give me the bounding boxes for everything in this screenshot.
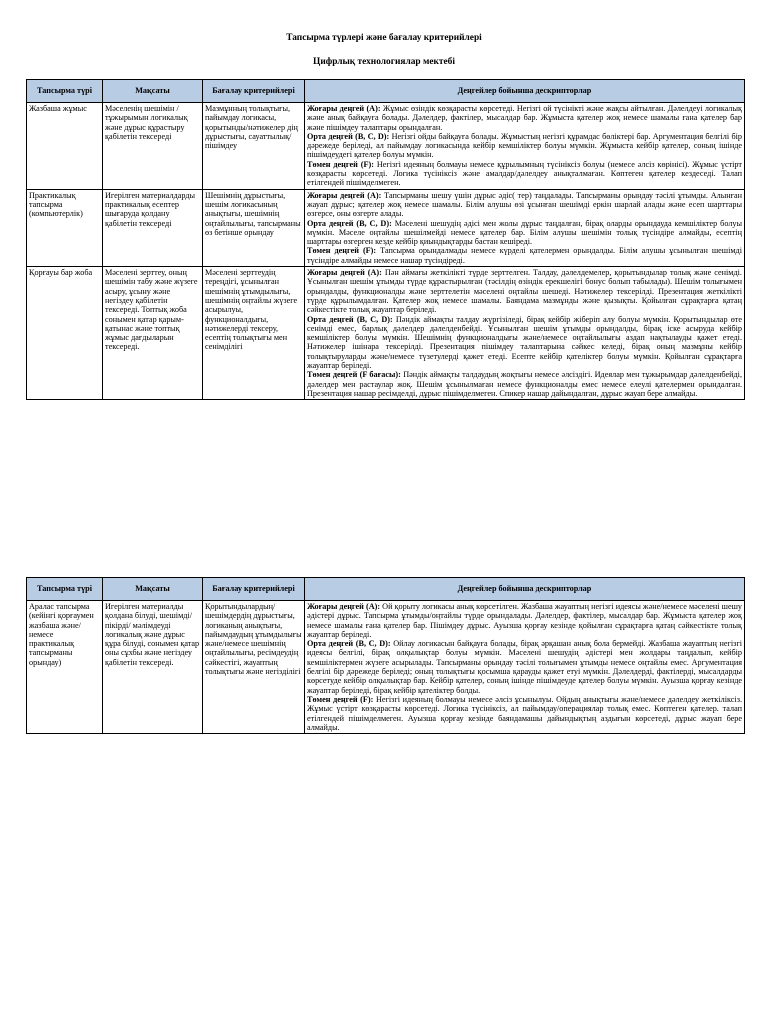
cell-type: Аралас тапсырма (кейінгі қорғаумен жазбаша және/немесе практикалық тапсырманы орындау) (27, 601, 103, 734)
table-row (27, 189, 745, 266)
level-high-text: Ой қорыту логикасы анық көрсетілген. Жазбаша жауаптың негізгі идеясы және/немесе мәселені шешу әдістері дұрыс. Тапсырма ұтымды/оңтайлы түрде орындалады. Дәлелдер, фактілер, мысалдар бар. Жұмыста қателер жоқ немесе шамалы ғана қателер бар. Пішімдеу дұрыс. Ауызша қорғау кезінде қойылған сұрақтарға қатаң сәйкестікте толық жауаптар беріледі. (307, 602, 742, 639)
criteria-table-2 (26, 577, 745, 734)
level-high-text: Жұмыс өзіндік көзқарасты көрсетеді. Негізгі ой түсінікті және жақсы айтылған. Дәлелдеуі логикалық және анық байқауға болады. Дәлелдер, фактілер, мысалдар бар. Жұмыста қателер жоқ немесе шамалы ғана қателер бар және пішімдеу талаптары орындалған. (307, 104, 742, 132)
cell-descriptors (305, 189, 745, 266)
level-mid-text: Мәселені шешудің әдісі мен жолы дұрыс таңдалған, бірақ оларды орындауда кемшіліктер болуы мүмкін. Мәселе оңтайлы шешілмейді немесе қателер бар. Білім алушы шешімін толық түсіндіре алмайды, есептің шарттары өзгерген кезде кейбір қиындықтарды бастан кешіреді. (307, 218, 743, 247)
table-header-row (27, 578, 745, 601)
level-high-label: Жоғары деңгей (А): (307, 190, 382, 200)
level-mid-label: Орта деңгей (B, C, D): (307, 218, 392, 228)
level-low-label: Төмен деңгей (F): (307, 694, 374, 704)
cell-type: Жазбаша жұмыс (27, 103, 103, 190)
header-criteria: Бағалау критерийлері (203, 80, 305, 103)
level-mid-text: Негізгі ойды байқауға болады. Жұмыстың негізгі құрамдас бөліктері бар. Аргументация белгілі бір дәрежеде беріледі, ал пайымдау логикасында кейбір кемшіліктер болуы мүмкін. Жұмыста кейбір қателер, соның ішінде пішімдеудегі қателер болуы мүмкін. (307, 131, 742, 160)
level-high-label: Жоғары деңгей (А): (307, 104, 381, 113)
level-high-text: Тапсырманы шешу үшін дұрыс әдіс( тер) таңдалады. Тапсырманы орындау тәсілі ұтымды. Алынған жауап дұрыс; қателер жоқ немесе шамалы. Білім алушы өзі ұсынған шешімді еркін шарлай алады және есеп шарттары өзгерсе, оны өзгерте алады. (307, 190, 742, 219)
school-name: Цифрлық технологиялар мектебі (313, 57, 455, 67)
header-type: Тапсырма түрі (27, 578, 103, 601)
table-header-row (27, 80, 745, 103)
header-descriptors: Деңгейлер бойынша дескрипторлар (305, 578, 745, 601)
level-low-label: Төмен деңгей (F бағасы): (307, 370, 401, 380)
header-type: Тапсырма түрі (27, 80, 103, 103)
document-title: Тапсырма түрлері және бағалау критерийлері (286, 33, 482, 43)
cell-criteria: Мазмұнның толықтығы, пайымдау логикасы, қорытынды/нәтижелер дің дұрыстығы, сауаттылық/ пішімдеу (203, 103, 305, 190)
level-low-text: Негізгі идеяның болмауы немесе құрылымның түсініксіз болуы (немесе әлсіз көрінісі). Жұмыс үстірт көзқарасты көрсетеді. Логика түсініксіз және амалдар/дәлелдеу анықталмаған. Көптеген қателер кездеседі. Талап етілгендей пішімделмеген. (307, 159, 742, 188)
cell-criteria: Мәселені зерттеудің тереңдігі, ұсынылған шешімнің ұтымдылығы, шешімнің оңтайлы жүзеге асырылуы, функционалдығы, нәтижелерді тексеру, есептің толықтығы мен сенімділігі (203, 267, 305, 400)
header-criteria: Бағалау критерийлері (203, 578, 305, 601)
level-mid-text: Пәндік аймақты талдау жүргізіледі, бірақ кейбір жіберіп алу болуы мүмкін. Қорытындылар өте сенімді емес, барлық дәлелдер дәлелденбейді. Ұсынылған шешім ұтымды орындалды, бірақ іске асыруда кейбір кемшіліктер болуы мүмкін. Шешімнің функционалдығы және/немесе оңтайлылығы аздап нақтылауды қажет етеді. Нәтижелер ішінара тексерілді. Презентация пішімдеу талаптарына сәйкес келеді, бірақ оның мазмұны кейбір толықтыруларды және/немесе түзетулерді қажет етеді. Есепте кейбір қателіктер болуы мүмкін. Қойылған сұрақтарға жауаптар беріледі. (307, 314, 743, 371)
table-row (27, 601, 745, 734)
level-high-label: Жоғары деңгей (А): (307, 268, 382, 278)
cell-goal: Мәселені зерттеу, оның шешімін табу және жүзеге асыру, ұсыну және негіздеу қабілетін тексереді. Топтық жоба сонымен қатар қарым-қатынас және топтық жұмыс дағдыларын тексереді. (103, 267, 203, 400)
cell-descriptors (305, 267, 745, 400)
level-mid-label: Орта деңгей (B, C, D): (307, 314, 393, 324)
level-mid-label: Орта деңгей (B, C, D): (307, 639, 391, 649)
cell-goal: Игерілген материалды қолдана білуді, шешімді/пікірді/ мәлімдеуді логикалық және дұрыс құра білуді, сонымен қатар оны сұхбы және негіздеу қабілетін тексереді. (103, 601, 203, 734)
header-descriptors: Деңгейлер бойынша дескрипторлар (305, 80, 745, 103)
cell-type: Қорғауы бар жоба (27, 267, 103, 400)
header-goal: Мақсаты (103, 578, 203, 601)
level-low-label: Төмен деңгей (F): (307, 159, 374, 169)
table-row (27, 103, 745, 190)
level-low-text: Негізгі идеяның болмауы немесе әлсіз ұсынылуы. Ойдың анықтығы және/немесе дәлелдеу жеткіліксіз. Жұмыс үстірт көзқарасты көрсетеді. Логика түсініксіз, ал пайымдау/операциялар толық емес. Көптеген қателер. талап етілгендей пішімделмеген. Ауызша қорғау кезінде баяндамашы дайындықтың аздығын көрсетеді, дұрыс жауап бере алмайды. (307, 694, 742, 732)
cell-descriptors (305, 601, 745, 734)
level-low-text: Пәндік аймақты талдаудың жоқтығы немесе әлсіздігі. Идеялар мен тұжырымдар дәлелденбейді, дәлелдер мен растаулар жоқ. Шешім ұсынылмаған немесе функционалды емес немесе елеулі қателермен орындалған. Презентация нашар ресімделді, дұрыс пішімделмеген. Спикер нашар дайындалған, дұрыс жауап бере алмайды. (307, 370, 742, 398)
level-mid-text: Ойлау логикасын байқауға болады, бірақ әрқашан анық бола бермейді. Жазбаша жауаптың негізгі идеясы белгілі, бірақ олқылықтар болуы мүмкін. Мәселені шешудің әдістері мен жолдары таңдалып, кейбір кемшіліктермен жүзеге асырылады. Тапсырманы орындау тәсілі толығымен ұтымды немесе оңтайлы емес. Аргументация белгілі бір дәрежеде беріледі; оның толықтығы қосымша қарауды қажет етуі мүмкін. Дәлелдерді, фактілерді, мысалдарды көрсетуде кейбір олқылықтар бар. Кейбір қателер, соның ішінде пішімдеуде қателер болуы мүмкін. Ауызша қорғау кезінде жауаптар беріледі, бірақ кейбір қателіктер болды. (307, 639, 742, 695)
cell-descriptors (305, 103, 745, 190)
level-low-text: Тапсырма орындалмады немесе күрделі қателермен орындалды. Білім алушы ұсынылған шешімді түсіндіре алмайды немесе нашар түсіндіреді. (307, 246, 742, 265)
cell-criteria: Шешімнің дұрыстығы, шешім логикасының анықтығы, шешімнің оңтайлылығы, тапсырманы өз бетінше орындау (203, 189, 305, 266)
level-high-text: Пән аймағы жеткілікті түрде зерттелген. Талдау, дәлелдемелер, қорытындылар толық және сенімді. Ұсынылған шешім ұтымды түрде құрастырылған (тәсілдің өзіндік ерекшелігі бонус болып табылады). Шешім толығымен орындалды, функционалды және зерттелетін мәселені оңтайлы шешеді. Нәтижелер тексерілді. Презентация жеткілікті түрде құрылымдалған. Қателер жоқ немесе шамалы. Баяндама мазмұнды және қызықты. Қойылған сұрақтарға қатаң сәйкестікте толық жауаптар беріледі. (307, 268, 742, 315)
level-high-label: Жоғары деңгей (А): (307, 602, 381, 611)
cell-type: Практикалық тапсырма (компьютерлік) (27, 189, 103, 266)
cell-goal: Мәселенің шешімін /тұжырымын логикалық және дұрыс құрастыру қабілетін тексереді (103, 103, 203, 190)
criteria-table-1 (26, 79, 745, 400)
level-low-label: Төмен деңгей (F): (307, 246, 377, 256)
cell-criteria: Қорытындылардың/ шешімдердің дұрыстығы, логиканың анықтығы, пайымдаудың ұтымдылығы және/немесе шешімнің оңтайлылығы, ресімдеудің сәйкестігі, жауаптың толықтығы және негізділігі (203, 601, 305, 734)
level-mid-label: Орта деңгей (B, C, D): (307, 131, 390, 141)
cell-goal: Игерілген материалдарды практикалық есептер шығаруда қолдану қабілетін тексереді (103, 189, 203, 266)
header-goal: Мақсаты (103, 80, 203, 103)
table-row (27, 267, 745, 400)
